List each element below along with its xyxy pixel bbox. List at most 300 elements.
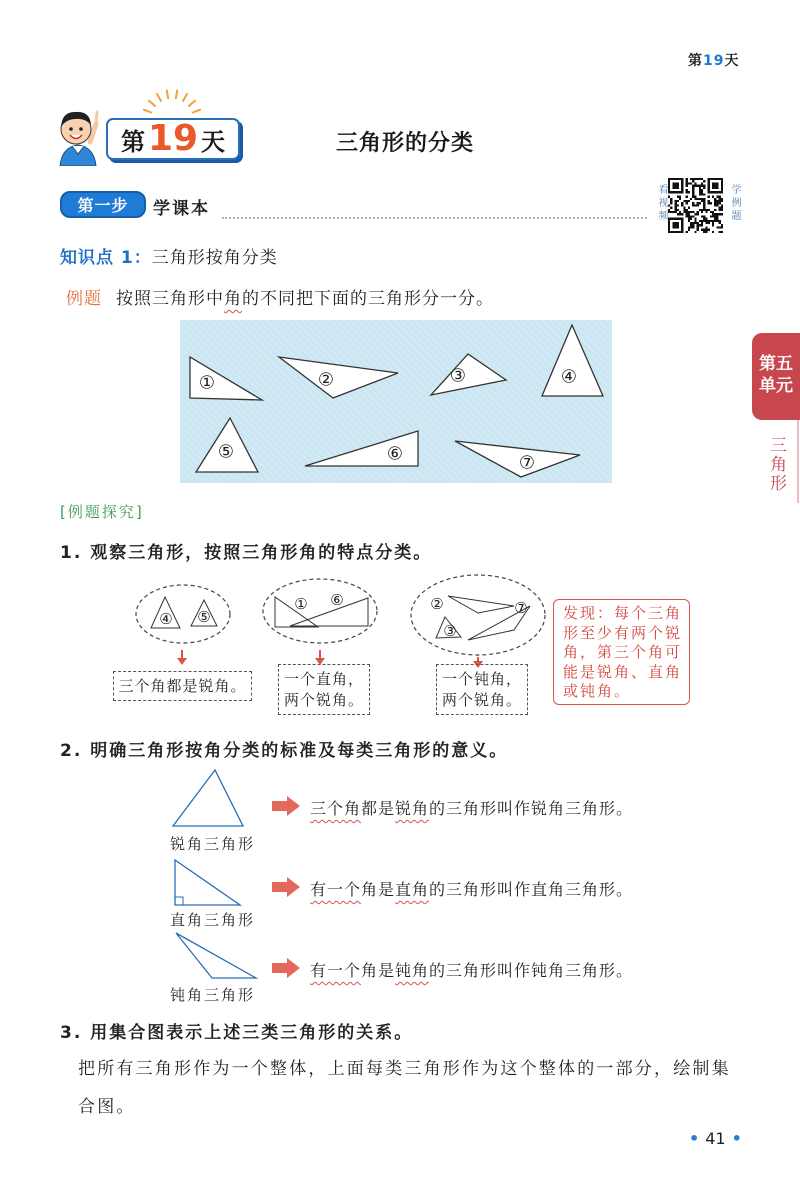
acute-triangle-label: 锐角三角形 [170, 835, 256, 853]
qr-module [699, 198, 701, 200]
qr-module [697, 211, 699, 213]
unit-tab-line-2: 单元 [759, 376, 793, 396]
qr-module [677, 200, 679, 202]
qr-module [686, 200, 688, 202]
qr-module [708, 229, 710, 231]
qr-module [692, 224, 694, 226]
qr-module [681, 202, 683, 204]
page-day-header [688, 50, 739, 70]
definition-text: 的三角形叫作直角三角形。 [429, 880, 634, 899]
qr-module [675, 211, 677, 213]
qr-module [712, 211, 714, 213]
qr-module [686, 180, 688, 182]
qr-module [712, 231, 714, 233]
qr-module [714, 218, 716, 220]
qr-module [694, 231, 696, 233]
classification-diagram [100, 570, 560, 670]
qr-module [703, 180, 705, 182]
qr-module [686, 182, 688, 184]
qr-module [719, 213, 721, 215]
right-result-line-1: 一个直角， [283, 669, 364, 688]
qr-module [677, 196, 679, 198]
qr-module [692, 226, 694, 228]
acute-result-line: 三个角都是锐角。 [118, 676, 247, 695]
qr-module [686, 213, 688, 215]
qr-module [712, 196, 714, 198]
definition-text: 角是 [361, 961, 396, 980]
qr-module [719, 231, 721, 233]
qr-module [716, 218, 718, 220]
qr-module [721, 224, 723, 226]
triangle-label-1: ① [198, 372, 216, 394]
qr-module [701, 198, 703, 200]
qr-module [716, 204, 718, 206]
lesson-title: 三角形的分类 [336, 131, 475, 156]
triangle-types-diagram [165, 762, 305, 982]
qr-module [714, 198, 716, 200]
qr-module [721, 209, 723, 211]
qr-module [690, 226, 692, 228]
qr-module [721, 200, 723, 202]
qr-module [714, 213, 716, 215]
qr-module [668, 196, 670, 198]
qr-module [690, 224, 692, 226]
qr-module [692, 222, 694, 224]
definition-emphasis: 锐角 [395, 799, 430, 818]
qr-module [705, 211, 707, 213]
qr-module [705, 218, 707, 220]
qr-module [712, 220, 714, 222]
qr-module [670, 198, 672, 200]
knowledge-point-title: 三角形按角分类 [151, 248, 278, 268]
badge-day-number: 19 [147, 118, 199, 159]
qr-module [688, 207, 690, 209]
qr-module [675, 209, 677, 211]
exploration-label: [例题探究] [60, 503, 144, 521]
definition-emphasis: 有一个 [310, 961, 362, 980]
qr-module [703, 231, 705, 233]
unit-tab-line-1: 第五 [759, 354, 793, 374]
qr-module [697, 204, 699, 206]
step-label: 第一步 [60, 191, 146, 218]
step-title: 学课本 [153, 199, 210, 219]
obtuse-triangle [176, 933, 256, 978]
triangle-label-4: ④ [560, 366, 578, 388]
qr-module [668, 209, 670, 211]
qr-module [692, 191, 694, 193]
qr-module [708, 200, 710, 202]
qr-module [703, 207, 705, 209]
qr-module [697, 198, 699, 200]
qr-module [690, 182, 692, 184]
qr-module [694, 178, 696, 180]
group3-label-2: ② [430, 595, 444, 613]
right-arrow-icon [272, 796, 300, 816]
qr-module [701, 193, 703, 195]
qr-module [721, 213, 723, 215]
triangle-7 [455, 441, 580, 477]
qr-module [692, 185, 694, 187]
cartoon-boy-icon [52, 100, 104, 166]
bullet-icon: • [731, 1129, 742, 1148]
day-suffix: 天 [724, 53, 740, 69]
qr-left-caption: 看视频 [656, 184, 667, 223]
qr-module [699, 189, 701, 191]
qr-module [719, 198, 721, 200]
qr-module [703, 209, 705, 211]
definition-emphasis: 三个角 [310, 799, 362, 818]
qr-module [688, 215, 690, 217]
day-number: 19 [703, 53, 725, 69]
qr-module [677, 204, 679, 206]
qr-module [710, 220, 712, 222]
qr-module [679, 211, 681, 213]
qr-right-caption: 学例题 [729, 184, 740, 223]
group2-label-6: ⑥ [330, 591, 344, 609]
qr-module [699, 193, 701, 195]
obtuse-result-line-1: 一个钝角， [441, 669, 522, 688]
qr-module [701, 220, 703, 222]
qr-module [714, 215, 716, 217]
qr-module [683, 209, 685, 211]
qr-module [694, 204, 696, 206]
obtuse-result-box [436, 664, 528, 715]
page-number [683, 1129, 748, 1148]
qr-module [688, 191, 690, 193]
qr-module [716, 215, 718, 217]
triangle-figure-drawing [180, 320, 612, 483]
qr-module [668, 211, 670, 213]
qr-module [679, 198, 681, 200]
knowledge-point-label: 知识点 1： [60, 248, 152, 268]
dotted-divider [222, 217, 647, 219]
qr-module [703, 185, 705, 187]
qr-module [712, 213, 714, 215]
qr-module [714, 204, 716, 206]
qr-module [719, 222, 721, 224]
right-arrow-icon [272, 877, 300, 897]
qr-module [719, 200, 721, 202]
qr-module [708, 220, 710, 222]
qr-module [670, 202, 672, 204]
qr-module [688, 213, 690, 215]
down-arrow-icon [177, 650, 187, 665]
qr-module [705, 220, 707, 222]
knowledge-point [60, 243, 278, 268]
triangle-figure [180, 320, 612, 483]
qr-module [697, 202, 699, 204]
qr-module [701, 211, 703, 213]
qr-module [683, 200, 685, 202]
obtuse-definition [310, 958, 633, 981]
qr-module [701, 178, 703, 180]
triangle-label-7: ⑦ [518, 452, 536, 474]
qr-module [694, 220, 696, 222]
qr-module [708, 202, 710, 204]
qr-module [719, 220, 721, 222]
right-triangle [175, 860, 240, 905]
page-number-value: 41 [705, 1129, 726, 1148]
qr-module [710, 215, 712, 217]
qr-module [692, 196, 694, 198]
qr-module [703, 204, 705, 206]
qr-module [675, 207, 677, 209]
qr-module [694, 198, 696, 200]
qr-module [686, 211, 688, 213]
example-text-after: 的不同把下面的三角形分一分。 [242, 289, 494, 309]
unit-tab [752, 333, 800, 420]
example-text-before: 按照三角形中 [116, 289, 224, 309]
qr-module [686, 185, 688, 187]
qr-module [719, 209, 721, 211]
bullet-icon: • [689, 1129, 700, 1148]
qr-module [721, 204, 723, 206]
qr-module [692, 202, 694, 204]
qr-module [703, 220, 705, 222]
finding-text: 发现：每个三角形至少有两个锐角，第三个角可能是锐角、直角或钝角。 [563, 604, 683, 700]
qr-module [686, 191, 688, 193]
qr-module [677, 213, 679, 215]
qr-module [692, 211, 694, 213]
qr-module [670, 211, 672, 213]
qr-module [683, 211, 685, 213]
definition-emphasis: 钝角 [395, 961, 430, 980]
qr-module [692, 215, 694, 217]
obtuse-result-line-2: 两个锐角。 [441, 690, 522, 709]
badge-prefix: 第 [120, 127, 145, 156]
qr-module [690, 222, 692, 224]
example-prompt [66, 284, 494, 309]
qr-module [692, 193, 694, 195]
qr-module [672, 222, 679, 229]
qr-module [703, 200, 705, 202]
qr-module [699, 202, 701, 204]
qr-module [701, 200, 703, 202]
qr-module [697, 229, 699, 231]
qr-module [675, 204, 677, 206]
qr-module [688, 218, 690, 220]
day-prefix: 第 [688, 53, 703, 69]
qr-module [692, 178, 694, 180]
qr-module [694, 218, 696, 220]
qr-module [697, 178, 699, 180]
qr-module [697, 222, 699, 224]
right-definition [310, 877, 633, 900]
qr-module [701, 189, 703, 191]
qr-module [690, 215, 692, 217]
group1-label-5: ⑤ [197, 608, 211, 626]
qr-module [721, 198, 723, 200]
triangle-label-2: ② [317, 369, 335, 391]
qr-module [699, 224, 701, 226]
qr-module [688, 226, 690, 228]
qr-module [701, 222, 703, 224]
obtuse-triangle-label: 钝角三角形 [170, 986, 256, 1004]
qr-module [703, 193, 705, 195]
qr-module [710, 211, 712, 213]
qr-module [699, 209, 701, 211]
step3-paragraph: 把所有三角形作为一个整体，上面每类三角形作为这个整体的一部分，绘制集合图。 [78, 1059, 731, 1117]
right-angle-marker [175, 897, 183, 905]
badge-suffix: 天 [201, 127, 226, 156]
triangle-label-6: ⑥ [386, 443, 404, 465]
qr-module [712, 222, 714, 224]
qr-module [686, 215, 688, 217]
qr-module [692, 187, 694, 189]
qr-module [686, 209, 688, 211]
qr-module [719, 207, 721, 209]
down-arrow-icon [315, 650, 325, 665]
qr-module [697, 226, 699, 228]
qr-module [708, 209, 710, 211]
qr-module [690, 211, 692, 213]
right-result-box [278, 664, 370, 715]
qr-module [692, 180, 694, 182]
qr-module [705, 222, 707, 224]
qr-module [699, 191, 701, 193]
qr-module [721, 226, 723, 228]
qr-module [705, 231, 707, 233]
step3-heading: 3. 用集合图表示上述三类三角形的关系。 [60, 1023, 414, 1043]
qr-module [716, 226, 718, 228]
lesson-day-badge [106, 118, 240, 160]
definition-emphasis: 直角 [395, 880, 430, 899]
qr-module [670, 207, 672, 209]
qr-module [697, 224, 699, 226]
qr-module [694, 196, 696, 198]
acute-triangle [173, 770, 243, 826]
qr-module [675, 202, 677, 204]
qr-module [714, 220, 716, 222]
group2-label-1: ① [294, 595, 308, 613]
qr-module [699, 185, 701, 187]
qr-module [688, 182, 690, 184]
qr-module [679, 213, 681, 215]
qr-module [721, 231, 723, 233]
definition-text: 的三角形叫作锐角三角形。 [429, 799, 634, 818]
definition-text: 都是 [361, 799, 396, 818]
qr-module [679, 196, 681, 198]
qr-module [699, 178, 701, 180]
qr-module [670, 200, 672, 202]
sun-rays-decoration [130, 84, 220, 118]
qr-module [701, 209, 703, 211]
qr-module [697, 185, 699, 187]
group3-triangle-2 [448, 596, 514, 613]
qr-module [703, 229, 705, 231]
qr-module [675, 200, 677, 202]
qr-module [694, 182, 696, 184]
right-result-line-2: 两个锐角。 [283, 690, 364, 709]
qr-module [701, 215, 703, 217]
qr-module [672, 211, 674, 213]
group3-label-7: ⑦ [514, 599, 528, 617]
qr-module [694, 213, 696, 215]
qr-code [668, 178, 723, 233]
right-arrow-icon [272, 958, 300, 978]
qr-module [701, 229, 703, 231]
qr-module [701, 224, 703, 226]
qr-module [708, 222, 710, 224]
qr-module [703, 215, 705, 217]
qr-module [683, 207, 685, 209]
qr-module [668, 204, 670, 206]
qr-module [701, 185, 703, 187]
qr-module [688, 229, 690, 231]
qr-module [712, 224, 714, 226]
step2-heading: 2. 明确三角形按角分类的标准及每类三角形的意义。 [60, 741, 509, 761]
qr-module [716, 196, 718, 198]
qr-module [712, 215, 714, 217]
qr-module [719, 202, 721, 204]
qr-module [716, 200, 718, 202]
qr-module [714, 209, 716, 211]
qr-module [690, 218, 692, 220]
qr-module [701, 182, 703, 184]
qr-module [721, 207, 723, 209]
qr-module [686, 202, 688, 204]
qr-module [716, 202, 718, 204]
qr-module [692, 204, 694, 206]
qr-module [705, 226, 707, 228]
qr-module [703, 187, 705, 189]
acute-group-ellipse [136, 585, 230, 643]
definition-emphasis: 有一个 [310, 880, 362, 899]
qr-module [708, 196, 710, 198]
qr-module [699, 220, 701, 222]
qr-module [716, 213, 718, 215]
qr-module [703, 218, 705, 220]
qr-module [688, 220, 690, 222]
chapter-label: 三角形 [766, 436, 786, 493]
qr-module [712, 182, 719, 189]
qr-module [705, 229, 707, 231]
qr-module [705, 209, 707, 211]
triangle-label-3: ③ [449, 365, 467, 387]
qr-module [686, 196, 688, 198]
qr-module [714, 200, 716, 202]
qr-module [688, 211, 690, 213]
qr-module [701, 191, 703, 193]
qr-module [714, 202, 716, 204]
qr-module [719, 226, 721, 228]
qr-module [681, 204, 683, 206]
group3-label-3: ③ [443, 622, 457, 640]
triangle-3 [431, 354, 506, 395]
right-triangle-label: 直角三角形 [170, 911, 256, 929]
qr-module [686, 178, 688, 180]
step1-heading: 1. 观察三角形，按照三角形角的特点分类。 [60, 543, 433, 563]
qr-module [694, 185, 696, 187]
example-text-emphasis: 角 [224, 289, 242, 309]
qr-module [716, 220, 718, 222]
qr-module [692, 189, 694, 191]
qr-module [686, 231, 688, 233]
qr-module [719, 196, 721, 198]
qr-module [686, 189, 688, 191]
qr-module [681, 213, 683, 215]
qr-module [677, 209, 679, 211]
qr-module [694, 222, 696, 224]
definition-text: 的三角形叫作钝角三角形。 [429, 961, 634, 980]
qr-module [703, 198, 705, 200]
qr-module [690, 178, 692, 180]
group1-label-4: ④ [159, 610, 173, 628]
definition-text: 角是 [361, 880, 396, 899]
triangle-2 [279, 357, 398, 398]
right-group-ellipse [263, 579, 377, 643]
qr-module [697, 213, 699, 215]
